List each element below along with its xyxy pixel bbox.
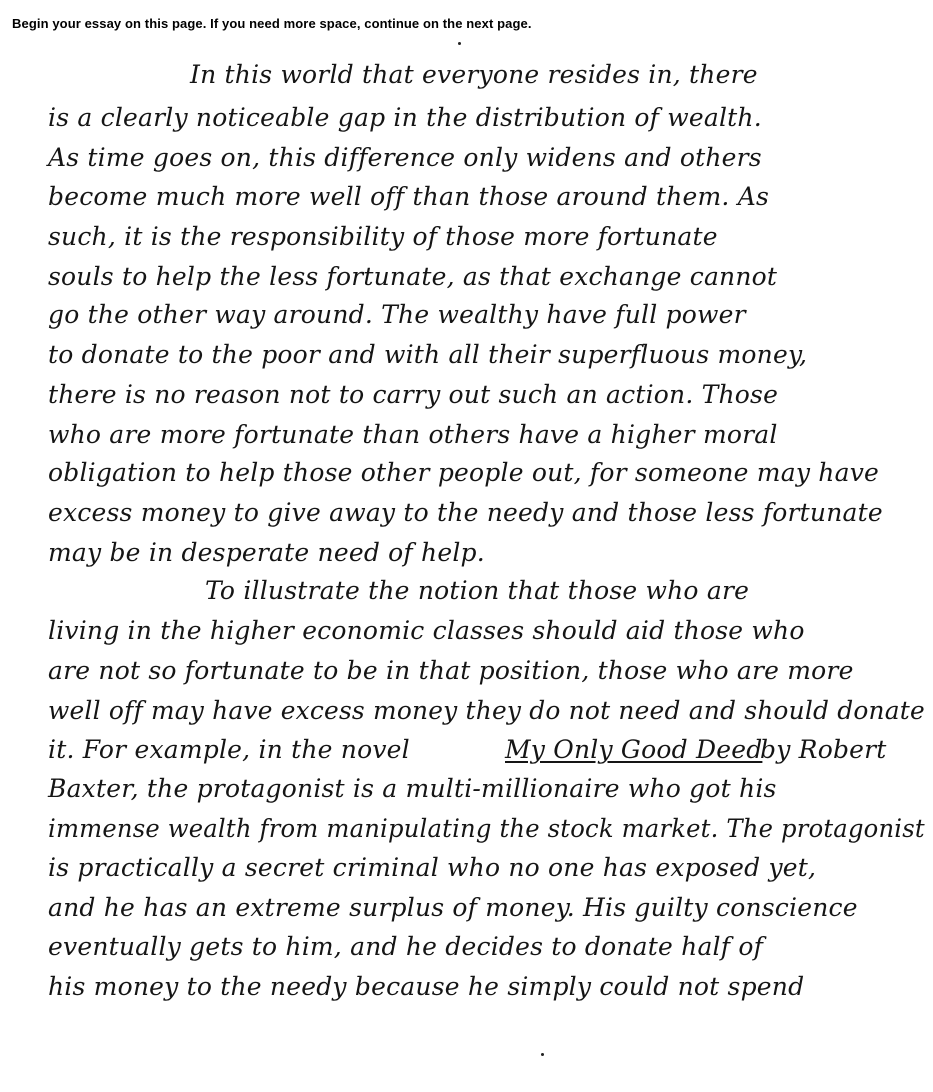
essay-line: immense wealth from manipulating the stock market. The protagonist	[48, 814, 925, 843]
novel-title: My Only Good Deed	[505, 735, 763, 764]
essay-line: In this world that everyone resides in, there	[190, 60, 758, 89]
essay-line: As time goes on, this difference only widens and others	[48, 143, 762, 172]
essay-line: well off may have excess money they do not need and should donate	[48, 696, 925, 725]
essay-line: such, it is the responsibility of those more fortunate	[48, 222, 718, 251]
essay-line: souls to help the less fortunate, as that exchange cannot	[48, 262, 778, 291]
essay-line: Baxter, the protagonist is a multi-millionaire who got his	[48, 774, 777, 803]
essay-line: may be in desperate need of help.	[48, 538, 485, 567]
scan-speck	[458, 42, 461, 45]
essay-line: To illustrate the notion that those who are	[205, 576, 750, 605]
essay-line: excess money to give away to the needy and those less fortunate	[48, 498, 883, 527]
essay-line: eventually gets to him, and he decides to donate half of	[48, 932, 764, 961]
page-instruction: Begin your essay on this page. If you need more space, continue on the next page.	[12, 16, 532, 31]
essay-line: is practically a secret criminal who no one has exposed yet,	[48, 853, 817, 882]
essay-line: living in the higher economic classes should aid those who	[48, 616, 805, 645]
essay-line: is a clearly noticeable gap in the distribution of wealth.	[48, 103, 762, 132]
essay-line: his money to the needy because he simply could not spend	[48, 972, 805, 1001]
essay-line: who are more fortunate than others have a higher moral	[48, 420, 778, 449]
essay-line: become much more well off than those around them. As	[48, 182, 769, 211]
essay-line: it. For example, in the novel	[48, 735, 410, 764]
essay-line: and he has an extreme surplus of money. His guilty conscience	[48, 893, 858, 922]
essay-line: to donate to the poor and with all their superfluous money,	[48, 340, 808, 369]
scan-speck	[541, 1053, 544, 1056]
essay-line: by Robert	[760, 735, 887, 764]
essay-line: are not so fortunate to be in that position, those who are more	[48, 656, 854, 685]
essay-line: obligation to help those other people out, for someone may have	[48, 458, 880, 487]
essay-line: go the other way around. The wealthy have full power	[48, 300, 746, 329]
essay-line: there is no reason not to carry out such an action. Those	[48, 380, 779, 409]
